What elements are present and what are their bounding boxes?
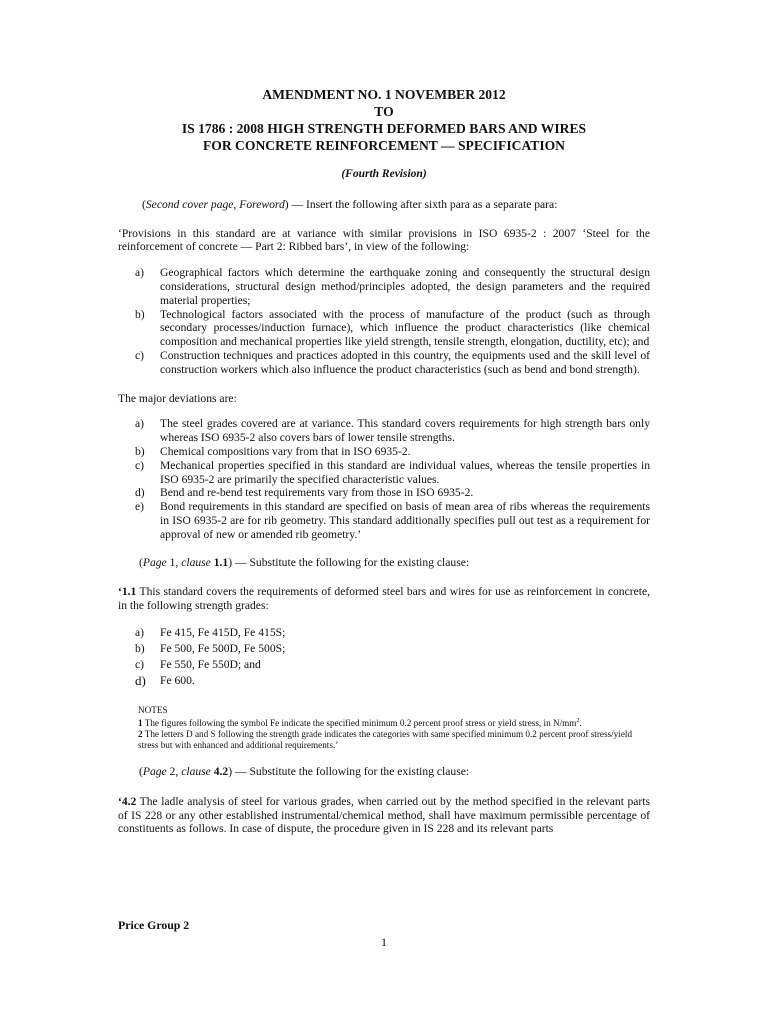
list-item-text: Chemical compositions vary from that in ISO 6935-2. xyxy=(160,444,411,458)
list-item-text: Technological factors associated with the process of manufacture of the product (such as through secondary processes/induction furnace), which influence the product characteristics (like chemical composition and mechanical properties like yield strength, tensile strength, elongation, ductility, etc); and xyxy=(160,307,650,349)
grades-list xyxy=(118,625,650,689)
list-item-text: Bend and re-bend test requirements vary from those in ISO 6935-2. xyxy=(160,486,474,500)
note-superscript: 2 xyxy=(576,717,580,724)
clause-text: The ladle analysis of steel for various grades, when carried out by the method specified in the relevant parts of IS 228 or any other established instrumental/chemical method, shall have maximum permissible percentage of constituents as follows. In case of dispute, the procedure given in IS 228 and its relevant parts xyxy=(118,794,650,836)
instr-close: ) — Substitute the following for the existing clause: xyxy=(228,555,470,569)
foreword-instruction-open: ( xyxy=(142,197,146,211)
note-text: The letters D and S following the strength grade indicates the categories with same specified minimum 0.2 percent proof stress/yield stress but with enhanced and additional requirements.’ xyxy=(138,728,633,750)
list-item xyxy=(135,266,650,307)
clause-4-2-instruction xyxy=(118,765,650,779)
list-item xyxy=(135,308,650,349)
instr-clause-num: 1.1 xyxy=(210,555,229,569)
amendment-title-line2: TO xyxy=(374,104,394,119)
list-item xyxy=(135,641,650,657)
list-marker: d) xyxy=(135,672,146,688)
list-item xyxy=(135,486,650,500)
list-marker: a) xyxy=(135,625,145,639)
note-end: . xyxy=(579,717,582,728)
list-item xyxy=(135,625,650,641)
list-marker: c) xyxy=(135,348,145,362)
foreword-instruction-ref: Second cover page, Foreword xyxy=(145,197,285,211)
list-item-text: Mechanical properties specified in this standard are individual values, whereas the tensile properties in ISO 6935-2 are primarily the specified characteristic values. xyxy=(160,458,650,486)
page-number: 1 xyxy=(381,935,387,949)
instr-page-num: 1, xyxy=(166,555,182,569)
instr-open: ( xyxy=(139,764,143,778)
list-marker: c) xyxy=(135,458,145,472)
list-item xyxy=(135,459,650,487)
list-item xyxy=(135,500,650,541)
list-marker: b) xyxy=(135,641,145,655)
notes-heading: NOTES xyxy=(138,704,168,715)
instr-clause-word: clause xyxy=(181,764,211,778)
list-item xyxy=(135,349,650,377)
list-marker: b) xyxy=(135,444,145,458)
revision-label: (Fourth Revision) xyxy=(341,168,427,180)
list-item xyxy=(135,673,650,689)
clause-4-2 xyxy=(118,795,650,836)
note-1 xyxy=(138,716,650,729)
deviations-list xyxy=(118,417,650,541)
clause-1-1 xyxy=(118,585,650,613)
price-group: Price Group 2 xyxy=(118,918,190,932)
instr-clause-num: 4.2 xyxy=(210,764,229,778)
note-number: 1 xyxy=(138,717,143,728)
note-2 xyxy=(138,729,650,751)
list-item-text: Fe 415, Fe 415D, Fe 415S; xyxy=(160,625,286,639)
list-item-text: Geographical factors which determine the earthquake zoning and consequently the structural design considerations, structural design method/principles adopted, the design parameters and the required material properties; xyxy=(160,266,650,307)
instr-page-word: Page xyxy=(142,764,167,778)
instr-close: ) — Substitute the following for the existing clause: xyxy=(228,764,470,778)
instr-open: ( xyxy=(139,555,143,569)
list-marker: a) xyxy=(135,266,145,280)
note-number: 2 xyxy=(138,728,143,739)
list-item-text: Construction techniques and practices adopted in this country, the equipments used and the skill level of construction workers which also influence the product characteristics (such as bend and bond strength). xyxy=(160,348,650,376)
list-item-text: Fe 600. xyxy=(160,673,195,687)
foreword-instruction-close: ) — Insert the following after sixth para as a separate para: xyxy=(284,197,558,211)
instr-clause-word: clause xyxy=(181,555,211,569)
list-item-text: Fe 550, Fe 550D; and xyxy=(160,657,261,671)
amendment-title-line4: FOR CONCRETE REINFORCEMENT — SPECIFICATION xyxy=(202,138,566,153)
provisions-paragraph: ‘Provisions in this standard are at variance with similar provisions in ISO 6935-2 : 2007 ‘Steel for the reinforcement of concrete — Part 2: Ribbed bars’, in view of the following: xyxy=(118,226,650,254)
note-text: The figures following the symbol Fe indicate the specified minimum 0.2 percent proof stress or yield stress, in N/mm xyxy=(142,717,577,728)
list-item xyxy=(135,657,650,673)
list-marker: d) xyxy=(135,486,145,500)
list-marker: c) xyxy=(135,657,145,671)
deviations-intro: The major deviations are: xyxy=(118,391,237,405)
instr-page-num: 2, xyxy=(166,764,182,778)
amendment-page xyxy=(118,86,650,836)
clause-text: This standard covers the requirements of deformed steel bars and wires for use as reinforcement in concrete, in the following strength grades: xyxy=(118,585,650,613)
amendment-title-line3: IS 1786 : 2008 HIGH STRENGTH DEFORMED BARS AND WIRES xyxy=(181,121,587,136)
foreword-instruction xyxy=(118,198,650,212)
factors-list xyxy=(118,266,650,376)
amendment-title-line1: AMENDMENT NO. 1 NOVEMBER 2012 xyxy=(262,87,506,102)
clause-1-1-instruction xyxy=(118,556,650,570)
instr-page-word: Page xyxy=(142,555,167,569)
list-item xyxy=(135,445,650,459)
list-marker: a) xyxy=(135,417,145,431)
notes-block xyxy=(138,705,650,751)
list-item xyxy=(135,417,650,445)
clause-number: ‘1.1 xyxy=(118,585,137,599)
list-item-text: The steel grades covered are at variance. This standard covers requirements for high strength bars only whereas ISO 6935-2 also covers bars of lower tensile strengths. xyxy=(160,417,650,445)
list-item-text: Fe 500, Fe 500D, Fe 500S; xyxy=(160,641,286,655)
clause-number: ‘4.2 xyxy=(118,794,137,808)
list-item-text: Bond requirements in this standard are specified on basis of mean area of ribs whereas the requirements in ISO 6935-2 are for rib geometry. This standard additionally specifies pull out test as a requirement for approval of new or amended rib geometry.’ xyxy=(160,500,650,541)
list-marker: e) xyxy=(135,500,145,514)
list-marker: b) xyxy=(135,307,145,321)
